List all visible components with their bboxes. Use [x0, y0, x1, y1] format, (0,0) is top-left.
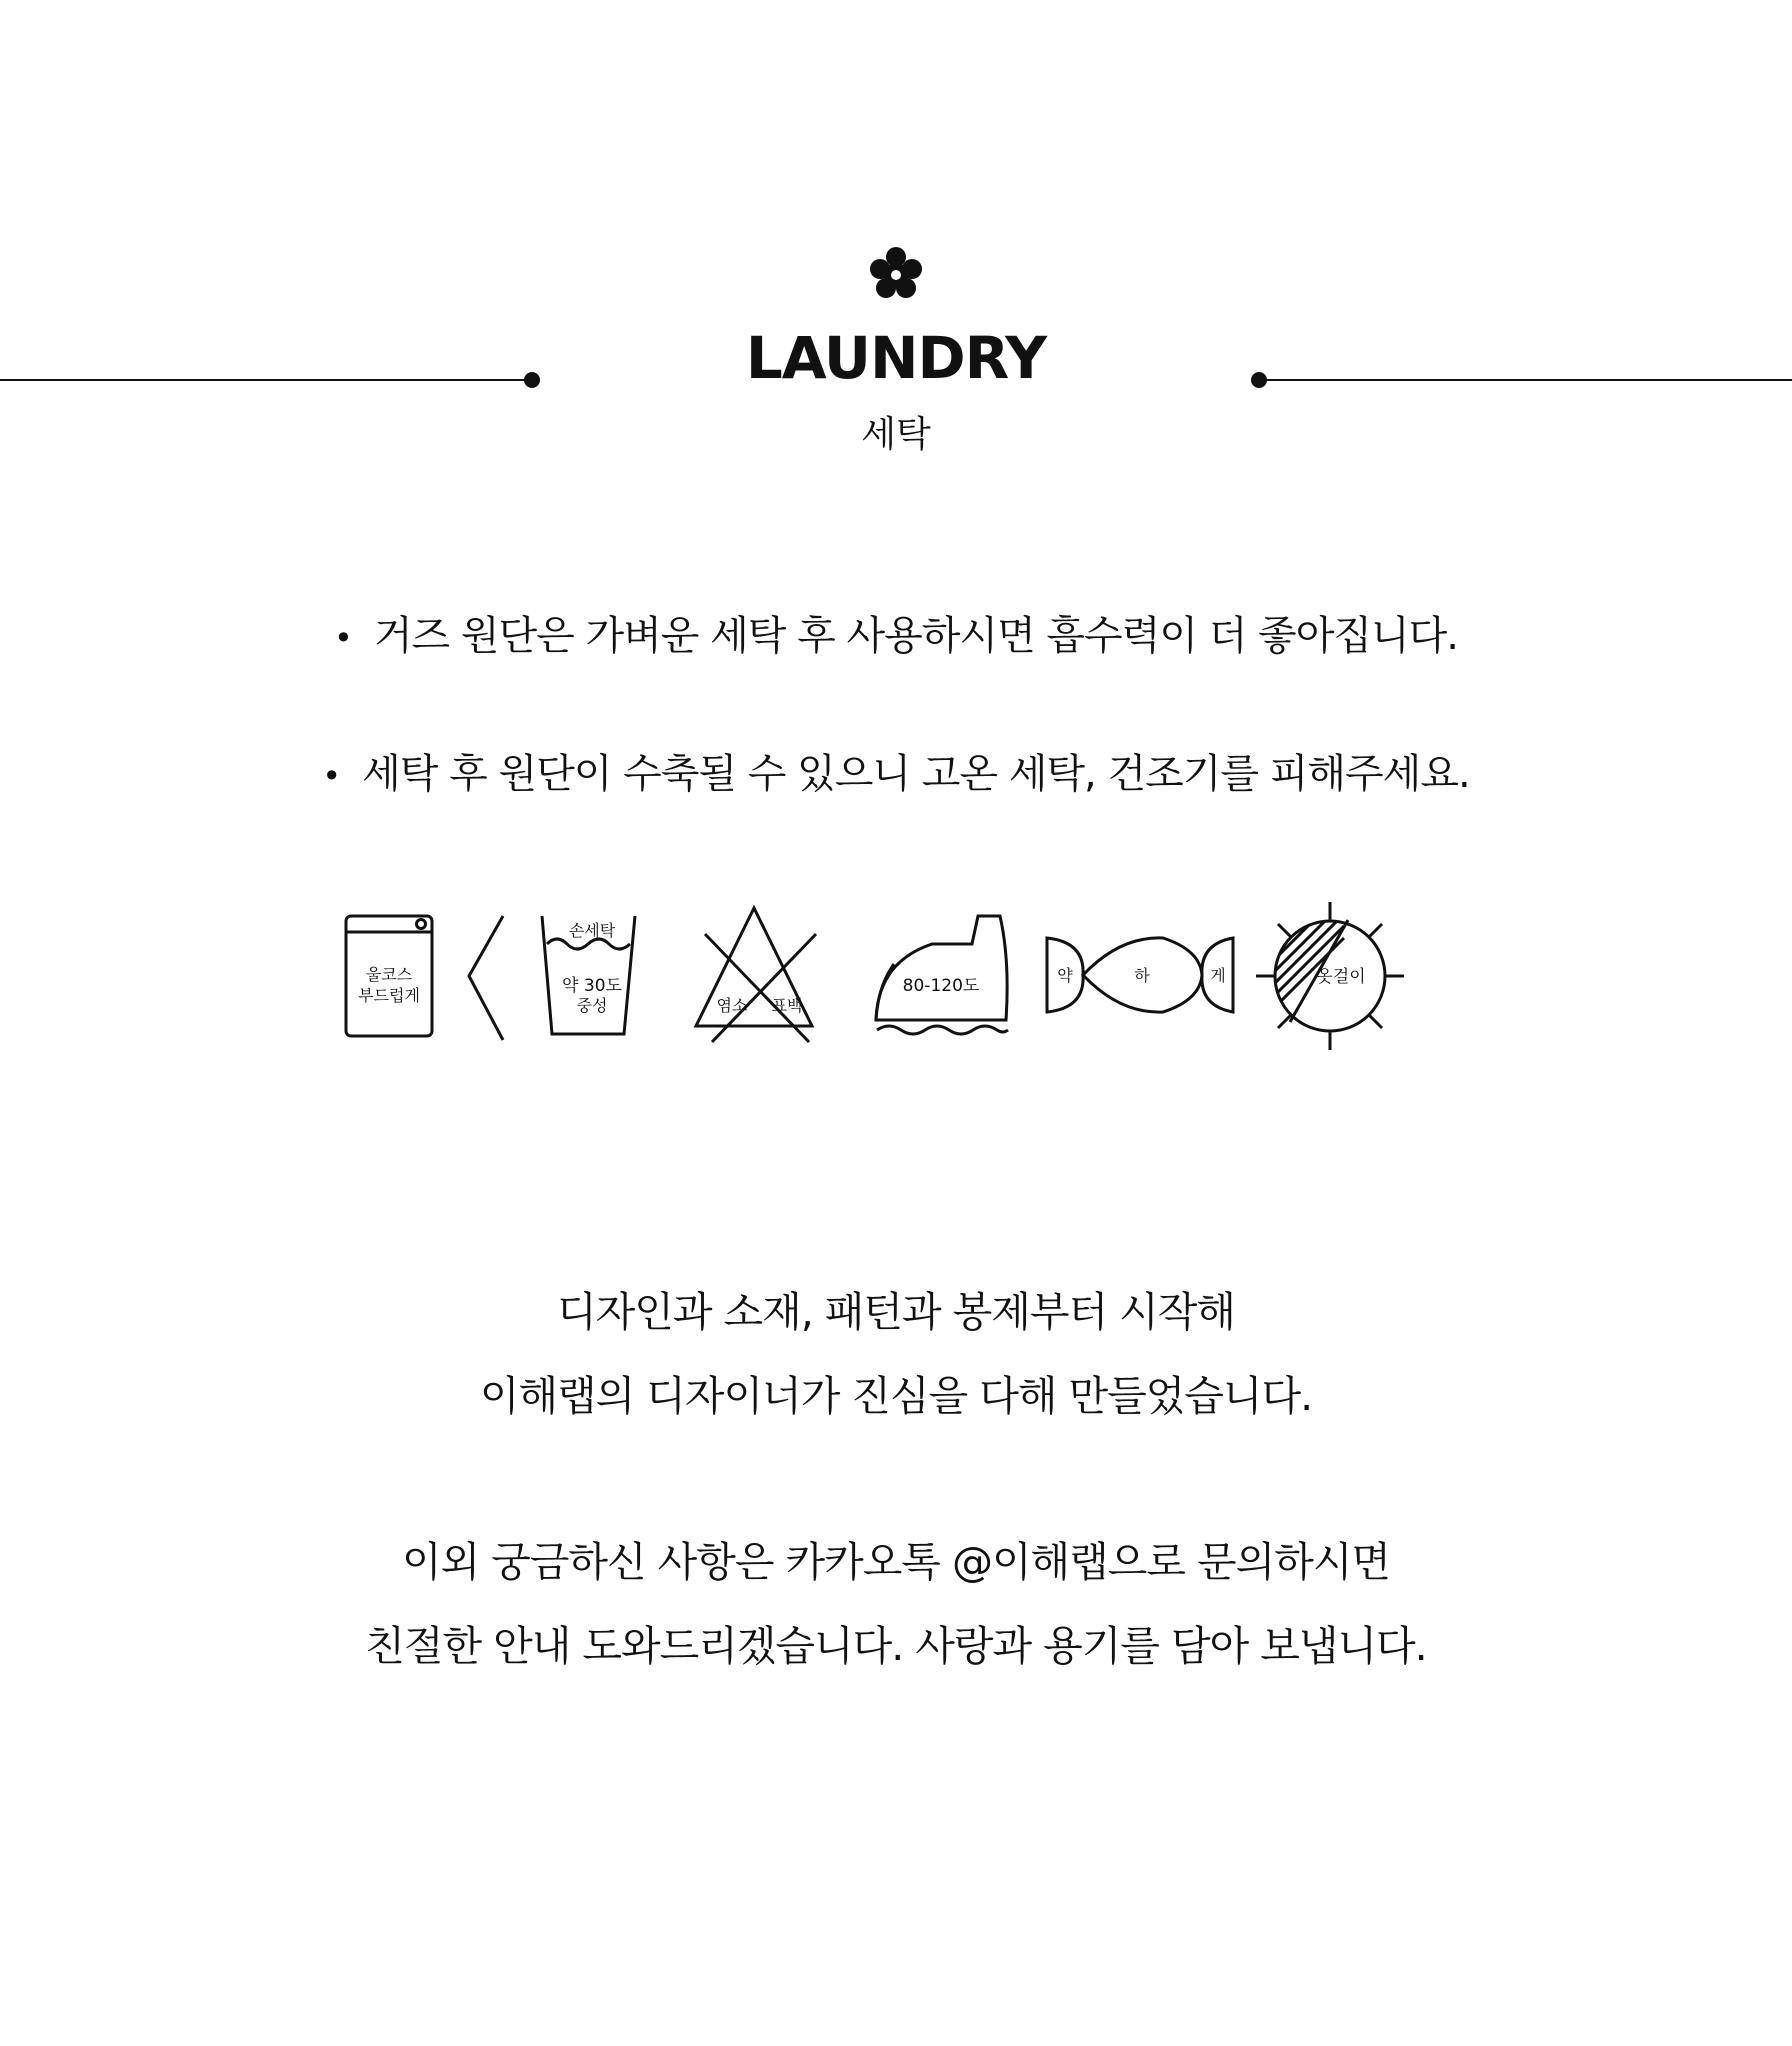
hand-wash-top: 손세탁: [568, 921, 616, 940]
bullet-icon: •: [322, 757, 341, 795]
wring-right: 게: [1210, 966, 1226, 985]
wring-left: 약: [1057, 966, 1073, 985]
shade-dry-sun-icon: [1256, 880, 1404, 1050]
brand-message: [0, 1270, 1792, 1438]
washing-machine-icon: [346, 916, 432, 1036]
contact-message: [0, 1520, 1792, 1688]
no-bleach-triangle-icon: [696, 908, 816, 1042]
flower-icon: [868, 246, 924, 302]
contact-message-line: 이외 궁금하신 사항은 카카오톡 @이해랩으로 문의하시면: [401, 1538, 1391, 1586]
care-note: [0, 600, 1792, 674]
iron-icon: [876, 916, 1008, 1034]
dry-label: 옷걸이: [1316, 967, 1366, 987]
chevron-left-icon: [469, 916, 503, 1040]
care-notes: [0, 600, 1792, 876]
brand-message-line: 이해랩의 디자이너가 진심을 다해 만들었습니다.: [479, 1372, 1313, 1420]
brand-message-line: 디자인과 소재, 패턴과 봉제부터 시작해: [557, 1288, 1235, 1336]
machine-line1: 울코스: [365, 965, 413, 984]
hand-wash-bottom: 중성: [576, 996, 608, 1015]
section-subtitle: 세탁: [861, 414, 931, 455]
wring-gently-icon: [1047, 938, 1233, 1012]
hand-wash-tub-icon: [542, 916, 635, 1034]
iron-temp: 80-120도: [902, 976, 980, 996]
wring-middle: 하: [1134, 966, 1150, 985]
section-title: LAUNDRY: [745, 324, 1047, 392]
bleach-right: 표백: [771, 996, 803, 1015]
care-note-text: 세탁 후 원단이 수축될 수 있으니 고온 세탁, 건조기를 피해주세요.: [362, 751, 1470, 797]
machine-line2: 부드럽게: [358, 986, 420, 1005]
care-note: [0, 738, 1792, 812]
contact-message-line: 친절한 안내 도와드리겠습니다. 사랑과 용기를 담아 보냅니다.: [365, 1622, 1427, 1670]
bullet-icon: •: [334, 619, 352, 657]
hand-wash-middle: 약 30도: [562, 976, 622, 996]
bleach-left: 염소: [716, 996, 748, 1015]
care-symbols: [320, 880, 1420, 1060]
care-note-text: 거즈 원단은 가벼운 세탁 후 사용하시면 흡수력이 더 좋아집니다.: [373, 613, 1458, 659]
